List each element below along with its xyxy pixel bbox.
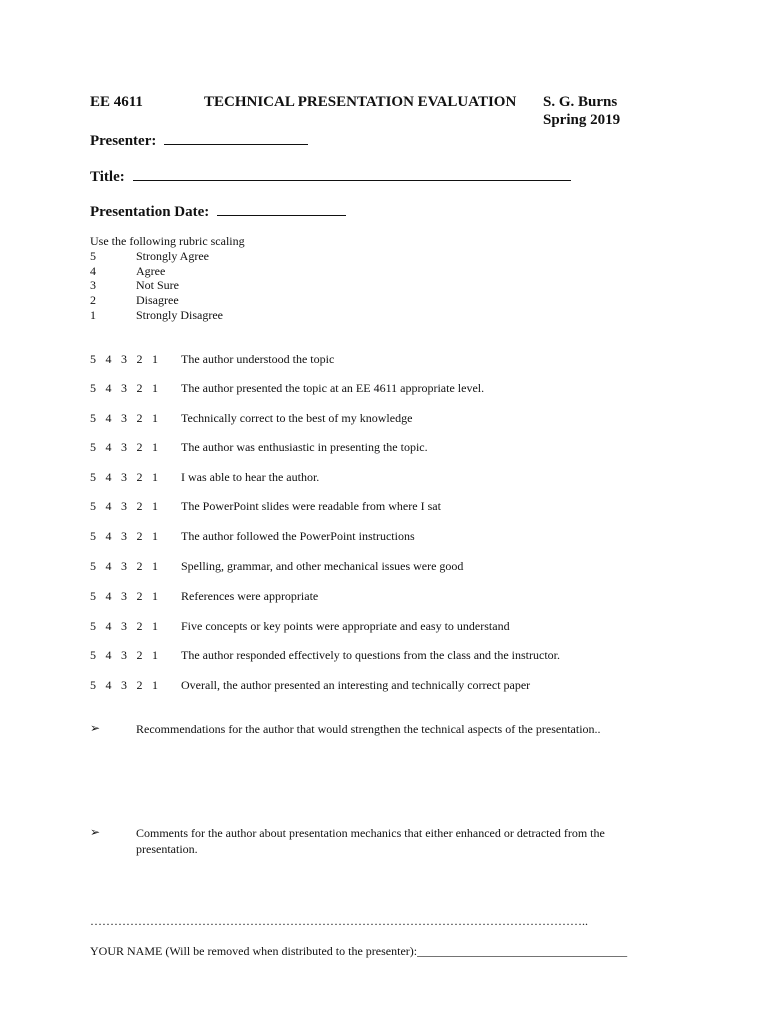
scale-label: Agree xyxy=(136,264,166,278)
your-name-field[interactable]: YOUR NAME (Will be removed when distributed to the presenter):___________________________________ xyxy=(90,944,628,958)
item-statement: The author understood the topic xyxy=(181,352,335,366)
course-code: EE 4611 xyxy=(90,94,143,110)
item-statement: Technically correct to the best of my knowledge xyxy=(181,411,413,425)
recommendations-prompt: Recommendations for the author that would strengthen the technical aspects of the presentation.. xyxy=(136,722,601,736)
item-statement: Five concepts or key points were appropriate and easy to understand xyxy=(181,619,510,633)
rating-options[interactable]: 5 4 3 2 1 xyxy=(90,529,158,543)
comments-prompt: Comments for the author about presentation mechanics that either enhanced or detracted from the presentation. xyxy=(136,826,605,856)
item-statement: The author presented the topic at an EE 4611 appropriate level. xyxy=(181,381,485,395)
scale-label: Strongly Disagree xyxy=(136,308,223,322)
item-statement: The author responded effectively to questions from the class and the instructor. xyxy=(181,648,561,662)
title-blank[interactable] xyxy=(133,166,571,181)
rating-options[interactable]: 5 4 3 2 1 xyxy=(90,648,158,662)
presenter-field xyxy=(90,130,308,150)
scale-value: 2 xyxy=(90,293,96,307)
rating-options[interactable]: 5 4 3 2 1 xyxy=(90,352,158,366)
rating-options[interactable]: 5 4 3 2 1 xyxy=(90,411,158,425)
item-statement: The author followed the PowerPoint instructions xyxy=(181,529,415,543)
date-blank[interactable] xyxy=(217,201,346,216)
term: Spring 2019 xyxy=(543,112,621,128)
scale-value: 3 xyxy=(90,278,96,292)
title-label: Title: xyxy=(90,169,125,185)
item-statement: The author was enthusiastic in presenting the topic. xyxy=(181,440,428,454)
scale-value: 1 xyxy=(90,308,96,322)
item-statement: I was able to hear the author. xyxy=(181,470,320,484)
rating-options[interactable]: 5 4 3 2 1 xyxy=(90,589,158,603)
rating-options[interactable]: 5 4 3 2 1 xyxy=(90,440,158,454)
rating-options[interactable]: 5 4 3 2 1 xyxy=(90,619,158,633)
presenter-label: Presenter: xyxy=(90,133,157,149)
item-statement: The PowerPoint slides were readable from where I sat xyxy=(181,499,441,513)
title-field xyxy=(90,166,571,186)
scale-value: 5 xyxy=(90,249,96,263)
dotted-separator: …………………………………………………………………………………………………………….. xyxy=(90,914,588,928)
document-title: TECHNICAL PRESENTATION EVALUATION xyxy=(204,94,517,110)
rating-options[interactable]: 5 4 3 2 1 xyxy=(90,470,158,484)
date-field xyxy=(90,201,346,221)
arrow-bullet-icon: ➢ xyxy=(90,825,101,839)
scale-value: 4 xyxy=(90,264,96,278)
scale-label: Not Sure xyxy=(136,278,179,292)
arrow-bullet-icon: ➢ xyxy=(90,721,101,735)
presenter-blank[interactable] xyxy=(164,130,308,145)
rating-options[interactable]: 5 4 3 2 1 xyxy=(90,499,158,513)
date-label: Presentation Date: xyxy=(90,204,210,220)
item-statement: References were appropriate xyxy=(181,589,319,603)
rating-options[interactable]: 5 4 3 2 1 xyxy=(90,381,158,395)
rubric-intro: Use the following rubric scaling xyxy=(90,234,245,248)
rating-options[interactable]: 5 4 3 2 1 xyxy=(90,559,158,573)
scale-label: Disagree xyxy=(136,293,179,307)
item-statement: Spelling, grammar, and other mechanical issues were good xyxy=(181,559,464,573)
scale-label: Strongly Agree xyxy=(136,249,209,263)
rating-options[interactable]: 5 4 3 2 1 xyxy=(90,678,158,692)
item-statement: Overall, the author presented an interesting and technically correct paper xyxy=(181,678,531,692)
instructor-name: S. G. Burns xyxy=(543,94,618,110)
